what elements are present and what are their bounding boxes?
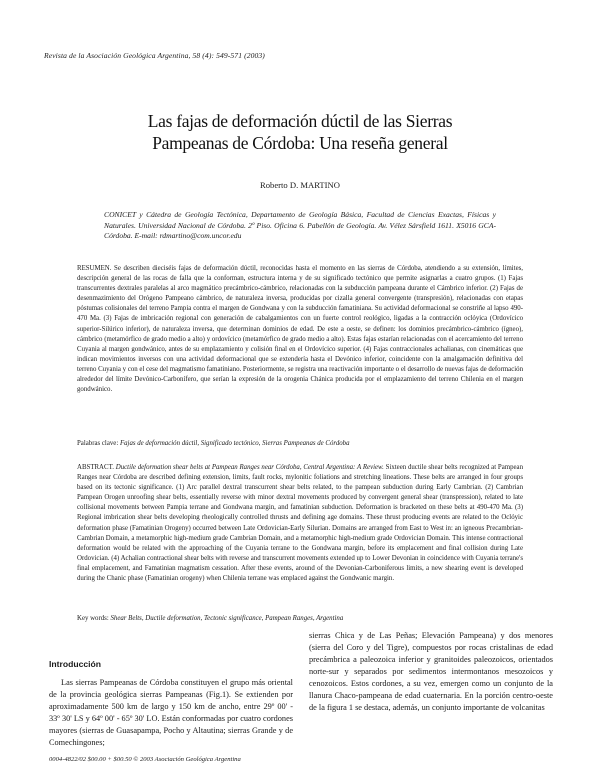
- intro-right-column: sierras Chica y de Las Peñas; Elevación Pampeana) y dos menores (sierra del Coro y del Tigre), compuestos por rocas cristalinas de edad precámbrica a paleozoica inferior y granitoides paleozoicos, orientados norte-sur y separados por sedimentos intermontanos mesozoicos y cenozoicos. Estos cordones, a su vez, emergen como un conjunto de la llanura Chaco-pampeana de edad cuaternaria. En la porción centro-oeste de la figura 1 se destaca, además, un conjunto importante de volcanitas: [309, 631, 553, 712]
- title-line-2: Pampeanas de Córdoba: Una reseña general: [152, 133, 448, 153]
- keywords: [77, 614, 523, 624]
- abstract-label: ABSTRACT.: [77, 464, 114, 471]
- keywords-label: Key words:: [77, 615, 109, 622]
- section-heading-introduccion: Introducción: [49, 659, 102, 669]
- keywords-text: Shear Belts, Ductile deformation, Tectonic significance, Pampean Ranges, Argentina: [110, 615, 344, 622]
- resumen: RESUMEN. Se describen dieciséis fajas de deformación dúctil, reconocidas hasta el momento en las sierras de Córdoba, atendiendo a su extensión, límites, descripción general de las rocas de falla que la conforman, estructura interna y de su significado tectónico que permite asignarlas a cuatro grupos. (1) Fajas transcurrentes dextrales paralelas al arco magmático precámbrico-cámbrico, relacionadas con la subducción pampeana durante el Cámbrico inferior. (2) Fajas de desenmazimiento del Orógeno Pampeano cámbrico, de naturaleza inversa, producidas por cizalla general convergente (transpresión), relacionadas con etapas póstumas colisionales del terreno Pampia contra el margen de Gondwana y con la subducción famatiniana. Su actividad deformacional se constriñe al lapso 490-470 Ma. (3) Fajas de imbricación regional con generación de cabalgamientos con un fuerte control reológico, ligadas a la contracción oclóyica (Ordovícico superior-Silúrico inferior), de naturaleza inversa, que determinan dominios de edad. De este a oeste, se definen: los dominios precámbrico-cámbrico (ígneo), cámbrico (metamórfico de grado medio a alto) y ordovícico (metamórfico de grado medio a alto). Estas fajas estarían relacionadas con el acercamiento del terreno Cuyania al margen gondwánico, antes de su emplazamiento y colisión final en el Ordovícico superior. (4) Fajas contraccionales achalianas, con cinemáticas que indican movimientos inversos con una actividad deformacional que se extendería hasta el Devónico inferior, coincidente con la amalgamación definitiva del terreno Cuyania y con el cese del magmatismo famatiniano. Posteriormente, se registra una reactivación importante o el desarrollo de nuevas fajas de deformación alrededor del límite Devónico-Carbonífero, que serían la expresión de la orogenia Chánica producida por el emplazamiento del terreno Chilenia en el margen gondwánico.: [77, 265, 523, 394]
- affiliation: CONICET y Cátedra de Geología Tectónica, Departamento de Geología Básica, Facultad de Ciencias Exactas, Físicas y Naturales. Universidad Nacional de Córdoba. 2º Piso. Oficina 6. Pabellón de Geología. Av. Vélez Sársfield 1611. X5016 GCA-Córdoba. E-mail: rdmartino@com.uncor.edu: [104, 210, 496, 240]
- intro-left-column: Las sierras Pampeanas de Córdoba constituyen el grupo más oriental de la provincia geológica sierras Pampeanas (Fig.1). Se extienden por aproximadamente 500 km de largo y 150 km de ancho, entre 29º 00' - 33º 30' LS y 64º 00' - 65º 30' LO. Están conformadas por cuatro cordones mayores (sierras de Guasapampa, Pocho y Altautina; sierras Grande y de Comechingones;: [49, 678, 293, 747]
- abstract-title: Ductile deformation shear belts at Pampean Ranges near Córdoba, Central Argentina: A Review.: [115, 464, 384, 471]
- journal-header: Revista de la Asociación Geológica Argentina, 58 (4): 549-571 (2003): [44, 51, 265, 60]
- title-line-1: Las fajas de deformación dúctil de las Sierras: [147, 111, 453, 131]
- paper-title: [0, 110, 600, 154]
- palabras-clave-label: Palabras clave:: [77, 440, 119, 447]
- palabras-clave-text: Fajas de deformación dúctil, Significado tectónico, Sierras Pampeanas de Córdoba: [119, 440, 350, 447]
- author: Roberto D. MARTINO: [260, 180, 340, 190]
- palabras-clave: [77, 439, 523, 449]
- copyright-footer: 0004-4822/02 $00.00 + $00.50 © 2003 Asociación Geológica Argentina: [49, 756, 241, 763]
- abstract-text: Sixteen ductile shear belts recognized at Pampean Ranges near Córdoba are described defining extension, limits, fault rocks, mylonitic foliations and stretching lineations. These belts are arranged in four groups based on its tectonic significance. (1) Arc parallel dextral transcurrent shear belts related, to the pampean subduction during Early Cambrian. (2) Cambrian Pampean Orogen unroofing shear belts, essentially reverse with minor dextral movements produced by convergent general shear (transpression), related to late collisional movements between Pampia terrane and Gondwana margin, and famatinian subduction. Deformation is bracketed on these belts at 490-470 Ma. (3) Regional imbrication shear belts developing rheologically controlled thrusts and defining age domains. These thrust producing events are related to the Oclóyic deformation phase (Famatinian Orogeny) occurred between Late Ordovician-Early Silurian. Domains are arranged from East to West in: an igneous Precambrian-Cambrian Domain, a metamorphic high-medium grade Cambrian Domain, and a metamorphic high-medium grade Ordovician Domain. This intense contractional deformation would be related with the approaching of the Cuyania terrane to the Gondwana margin, before its emplacement and final collision during Late Ordovician. (4) Achalian contractional shear belts with reverse and transcurrent movements extended up to Lower Devonian in coincidence with Cuyania terrane's final emplacement, and Famatinian magmatism cessation. After these events, around of the Devonian-Carboniferous limits, a new shearing event is developed during the Chanic phase (Famatinian orogeny) when Chilenia terrane was emplaced against the Gondwanic margin.: [77, 464, 523, 583]
- abstract: [77, 463, 523, 584]
